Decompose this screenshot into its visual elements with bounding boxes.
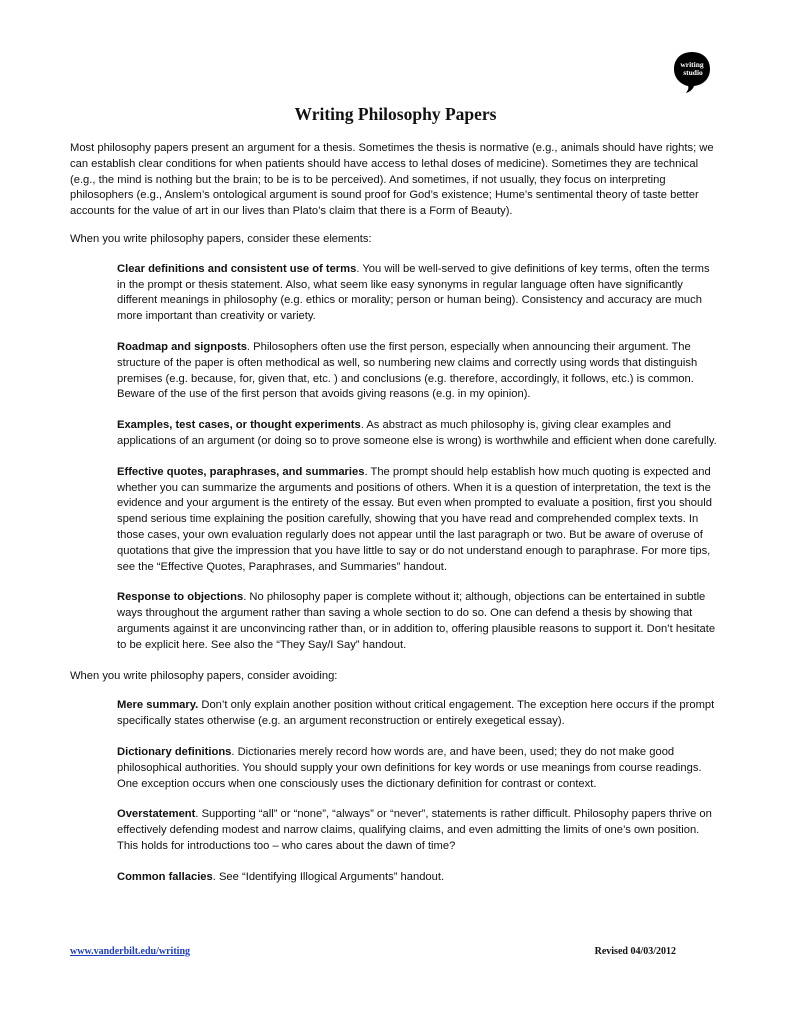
- logo-text-line1: writing: [680, 60, 704, 69]
- item-term: Common fallacies: [117, 870, 213, 883]
- page-title: Writing Philosophy Papers: [294, 104, 497, 124]
- item-term: Overstatement: [117, 808, 196, 821]
- item-term: Examples, test cases, or thought experiments: [117, 419, 361, 432]
- item-text: . See “Identifying Illogical Arguments” handout.: [212, 870, 445, 883]
- consider-list: [117, 262, 720, 654]
- website-link[interactable]: www.vanderbilt.edu/writing: [70, 946, 191, 957]
- list-item: [117, 590, 720, 653]
- item-term: Dictionary definitions: [117, 745, 232, 758]
- item-text: . You will be well-served to give definitions of key terms, often the terms in the prompt or thesis statement. Also, what seem like easy synonyms in regular language often have significantly different meanings in philosophy (e.g. ethics or morality; person or human being). Consistency and accuracy are much more important than creativity or variety.: [117, 262, 710, 323]
- item-term: Mere summary.: [117, 699, 199, 712]
- writing-studio-logo: [672, 50, 712, 94]
- item-term: Clear definitions and consistent use of terms: [117, 262, 357, 275]
- list-item: [117, 807, 720, 854]
- revised-date: Revised 04/03/2012: [594, 946, 676, 957]
- document-body: [70, 141, 720, 900]
- avoid-list: [117, 698, 720, 885]
- list-item: [117, 340, 720, 403]
- item-text: . As abstract as much philosophy is, giving clear examples and applications of an argument (or doing so to prove someone else is wrong) is worthwhile and efficient when done carefully.: [117, 419, 717, 447]
- item-text: . Supporting “all” or “none”, “always” or “never”, statements is rather difficult. Philosophy papers thrive on effectively defending modest and narrow claims, qualifying claims, and even admitting the limits of one’s own position. This holds for introductions too – who cares about the dawn of time?: [117, 808, 712, 852]
- item-text: . The prompt should help establish how much quoting is expected and whether you can summarize the arguments and positions of others. When it is a question of interpretation, the text is the evidence and your argument is the entirety of the essay. But even when prompted to evaluate a position, first you should spend serious time explaining the position carefully, showing that you have read and comprehended complex texts. In those cases, your own evaluation regularly does not appear until the last paragraph or two. But be aware of overuse of quotations that give the impression that you have little to say or do not understand enough to paraphrase. For more tips, see the “Effective Quotes, Paraphrases, and Summaries” handout.: [117, 465, 712, 573]
- item-text: . Dictionaries merely record how words are, and have been, used; they do not make good philosophical authorities. You should supply your own definitions for key words or use meanings from course readings. One exception occurs when one consciously uses the dictionary definition for contrast or context.: [117, 745, 702, 790]
- list-item: [117, 262, 720, 325]
- item-text: Don’t only explain another position without critical engagement. The exception here occurs if the prompt specifically states otherwise (e.g. an argument reconstruction or entirely exegetical essay).: [117, 699, 715, 728]
- intro-paragraph: Most philosophy papers present an argument for a thesis. Sometimes the thesis is normative (e.g., animals should have rights; we can establish clear conditions for when patients should have access to lethal doses of medicine). Sometimes they are technical (e.g., the mind is nothing but the brain; to be is to be perceived). And sometimes, if not usually, they focus on interpreting philosophers (e.g., Anslem’s ontological argument is sound proof for God’s existence; Hume’s sentimental theory of taste better accounts for the value of art in our lives than Plato’s claim that there is a Form of Beauty).: [70, 142, 714, 218]
- item-text: . No philosophy paper is complete without it; although, objections can be entertained in subtle ways throughout the argument rather than saving a whole section to do so. One can defend a thesis by showing that arguments against it are unconvincing rather than, or in addition to, offering plausible reasons to support it. Don’t hesitate to be explicit here. See also the “They Say/I Say” handout.: [117, 591, 716, 651]
- item-text: . Philosophers often use the first person, especially when announcing their argument. The structure of the paper is often methodical as well, so numbering new claims and correctly using words that distinguish premises (e.g. because, for, given that, etc. ) and conclusions (e.g. therefore, accordingly, it follows, etc.) is common. Beware of the use of the first person that avoids giving reasons (e.g. in my opinion).: [117, 340, 698, 401]
- item-term: Response to objections: [117, 591, 244, 604]
- list-item: [117, 698, 720, 730]
- avoid-heading: When you write philosophy papers, consider avoiding:: [70, 669, 338, 682]
- list-item: [117, 418, 720, 450]
- list-item: [117, 870, 720, 886]
- list-item: [117, 465, 720, 576]
- list-item: [117, 745, 720, 792]
- item-term: Roadmap and signposts: [117, 340, 247, 353]
- consider-heading: When you write philosophy papers, consider these elements:: [70, 232, 372, 245]
- logo-text-line2: studio: [683, 68, 703, 77]
- item-term: Effective quotes, paraphrases, and summaries: [117, 465, 365, 478]
